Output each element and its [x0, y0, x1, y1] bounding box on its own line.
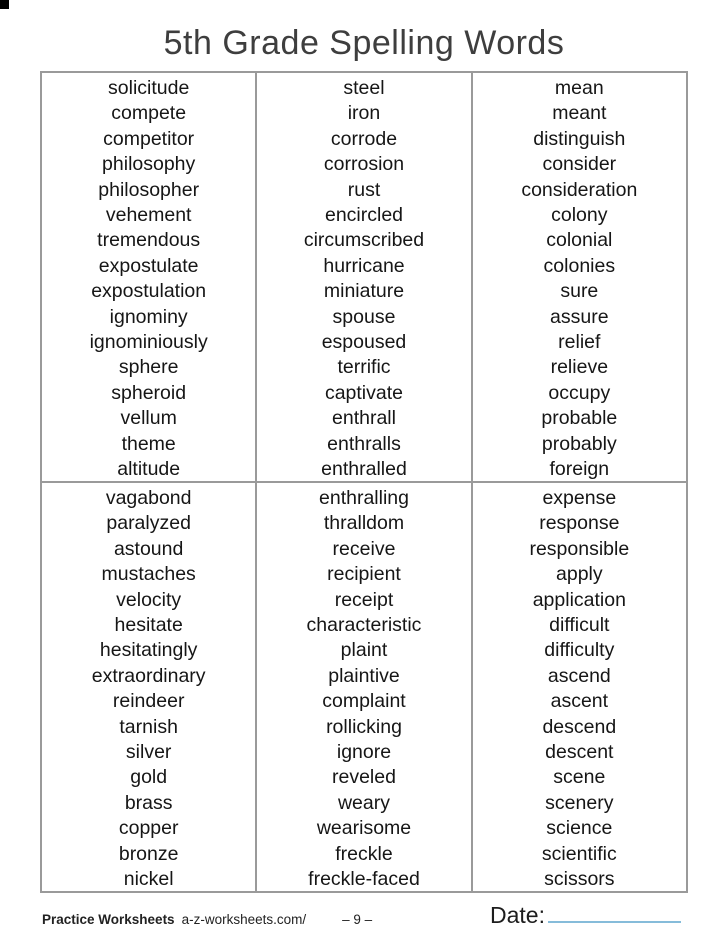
word: velocity	[116, 588, 182, 611]
word: steel	[343, 77, 385, 99]
date-blank-line	[548, 903, 681, 923]
word: occupy	[548, 381, 611, 404]
word: sphere	[118, 356, 179, 379]
word: descent	[545, 741, 614, 764]
word: copper	[118, 817, 179, 840]
word: ignore	[336, 741, 392, 764]
word: expense	[542, 487, 617, 509]
word-cell	[42, 483, 255, 891]
word: theme	[121, 432, 176, 455]
word: recipient	[327, 563, 401, 586]
word: hesitate	[114, 614, 183, 637]
word: philosopher	[98, 178, 200, 201]
word: astound	[113, 537, 184, 560]
word-cell	[471, 483, 686, 891]
word: plaintive	[328, 664, 400, 687]
word: expostulate	[98, 254, 199, 277]
word: scientific	[541, 842, 617, 865]
word: corrosion	[323, 153, 405, 176]
page-number: – 9 –	[342, 912, 373, 927]
word: weary	[337, 791, 390, 814]
word: rust	[347, 178, 381, 201]
word: espoused	[321, 331, 407, 354]
word: corrode	[330, 127, 398, 150]
word: competitor	[103, 127, 195, 150]
word: receive	[332, 537, 396, 560]
word: enthrall	[332, 407, 396, 430]
date-label: Date:	[490, 902, 545, 928]
word: tarnish	[119, 715, 178, 738]
word: plaint	[340, 639, 388, 662]
brand-label: Practice Worksheets	[42, 912, 175, 927]
word: encircled	[324, 204, 404, 227]
word: responsible	[529, 537, 630, 560]
word: enthralls	[327, 432, 401, 455]
word: brass	[124, 791, 173, 814]
word: silver	[125, 741, 172, 764]
word: apply	[556, 563, 603, 586]
word: vehement	[105, 204, 192, 227]
footer-left	[42, 912, 372, 927]
word: bronze	[118, 842, 179, 865]
word: ignominy	[109, 305, 188, 328]
word: response	[539, 512, 620, 535]
word: relieve	[550, 356, 609, 379]
word: altitude	[117, 458, 181, 481]
footer	[42, 901, 688, 937]
word: tremendous	[97, 229, 201, 252]
word: science	[546, 817, 613, 840]
word: scenery	[545, 791, 614, 814]
word: relief	[558, 331, 601, 354]
word-cell	[255, 73, 470, 481]
table-row	[42, 481, 686, 891]
word: consider	[542, 153, 617, 176]
word: captivate	[324, 381, 404, 404]
table-row	[42, 73, 686, 481]
word: sure	[560, 280, 599, 303]
word: paralyzed	[106, 512, 191, 535]
word: extraordinary	[91, 664, 206, 687]
word: nickel	[123, 868, 174, 891]
word: probably	[541, 432, 617, 455]
word: hesitatingly	[99, 639, 198, 662]
word: circumscribed	[303, 229, 425, 252]
word: wearisome	[316, 817, 412, 840]
word: scene	[553, 766, 606, 789]
word: hurricane	[323, 254, 405, 277]
word: foreign	[549, 458, 610, 481]
word: meant	[552, 102, 607, 125]
word: vellum	[120, 407, 177, 430]
word: scissors	[544, 868, 615, 891]
word: ascent	[550, 690, 609, 713]
word: difficult	[549, 614, 610, 637]
word: freckle-faced	[308, 868, 420, 891]
word: enthralling	[319, 487, 409, 509]
word: mean	[554, 77, 604, 99]
word: mustaches	[101, 563, 196, 586]
word: characteristic	[306, 614, 422, 637]
word: solicitude	[108, 77, 190, 99]
word: vagabond	[105, 487, 192, 509]
word: miniature	[323, 280, 405, 303]
word: expostulation	[91, 280, 207, 303]
word: thralldom	[323, 512, 405, 535]
word: assure	[550, 305, 609, 328]
word: descend	[542, 715, 617, 738]
word: gold	[130, 766, 168, 789]
word: application	[532, 588, 626, 611]
word: rollicking	[326, 715, 402, 738]
word: colonial	[546, 229, 613, 252]
word: terrific	[337, 356, 391, 379]
word: reveled	[332, 766, 396, 789]
word: compete	[111, 102, 187, 125]
word: iron	[347, 102, 381, 125]
page-title: 5th Grade Spelling Words	[163, 24, 565, 62]
word-cell	[42, 73, 255, 481]
word-cell	[471, 73, 686, 481]
word: spouse	[332, 305, 396, 328]
word: colony	[551, 204, 608, 227]
word: philosophy	[102, 153, 196, 176]
word: difficulty	[544, 639, 615, 662]
word: spheroid	[111, 381, 187, 404]
word: distinguish	[533, 127, 626, 150]
word: enthralled	[321, 458, 407, 481]
word: consideration	[521, 178, 638, 201]
date-field	[490, 902, 681, 929]
word: reindeer	[112, 690, 185, 713]
word: receipt	[334, 588, 394, 611]
spelling-words-table	[40, 71, 688, 893]
website-text: a-z-worksheets.com/	[181, 912, 307, 927]
word: freckle	[335, 842, 393, 865]
word: complaint	[322, 690, 406, 713]
word-cell	[255, 483, 470, 891]
word: probable	[541, 407, 618, 430]
word: colonies	[543, 254, 616, 277]
word: ignominiously	[89, 331, 208, 354]
scan-corner-mark	[0, 0, 9, 9]
word: ascend	[547, 664, 611, 687]
